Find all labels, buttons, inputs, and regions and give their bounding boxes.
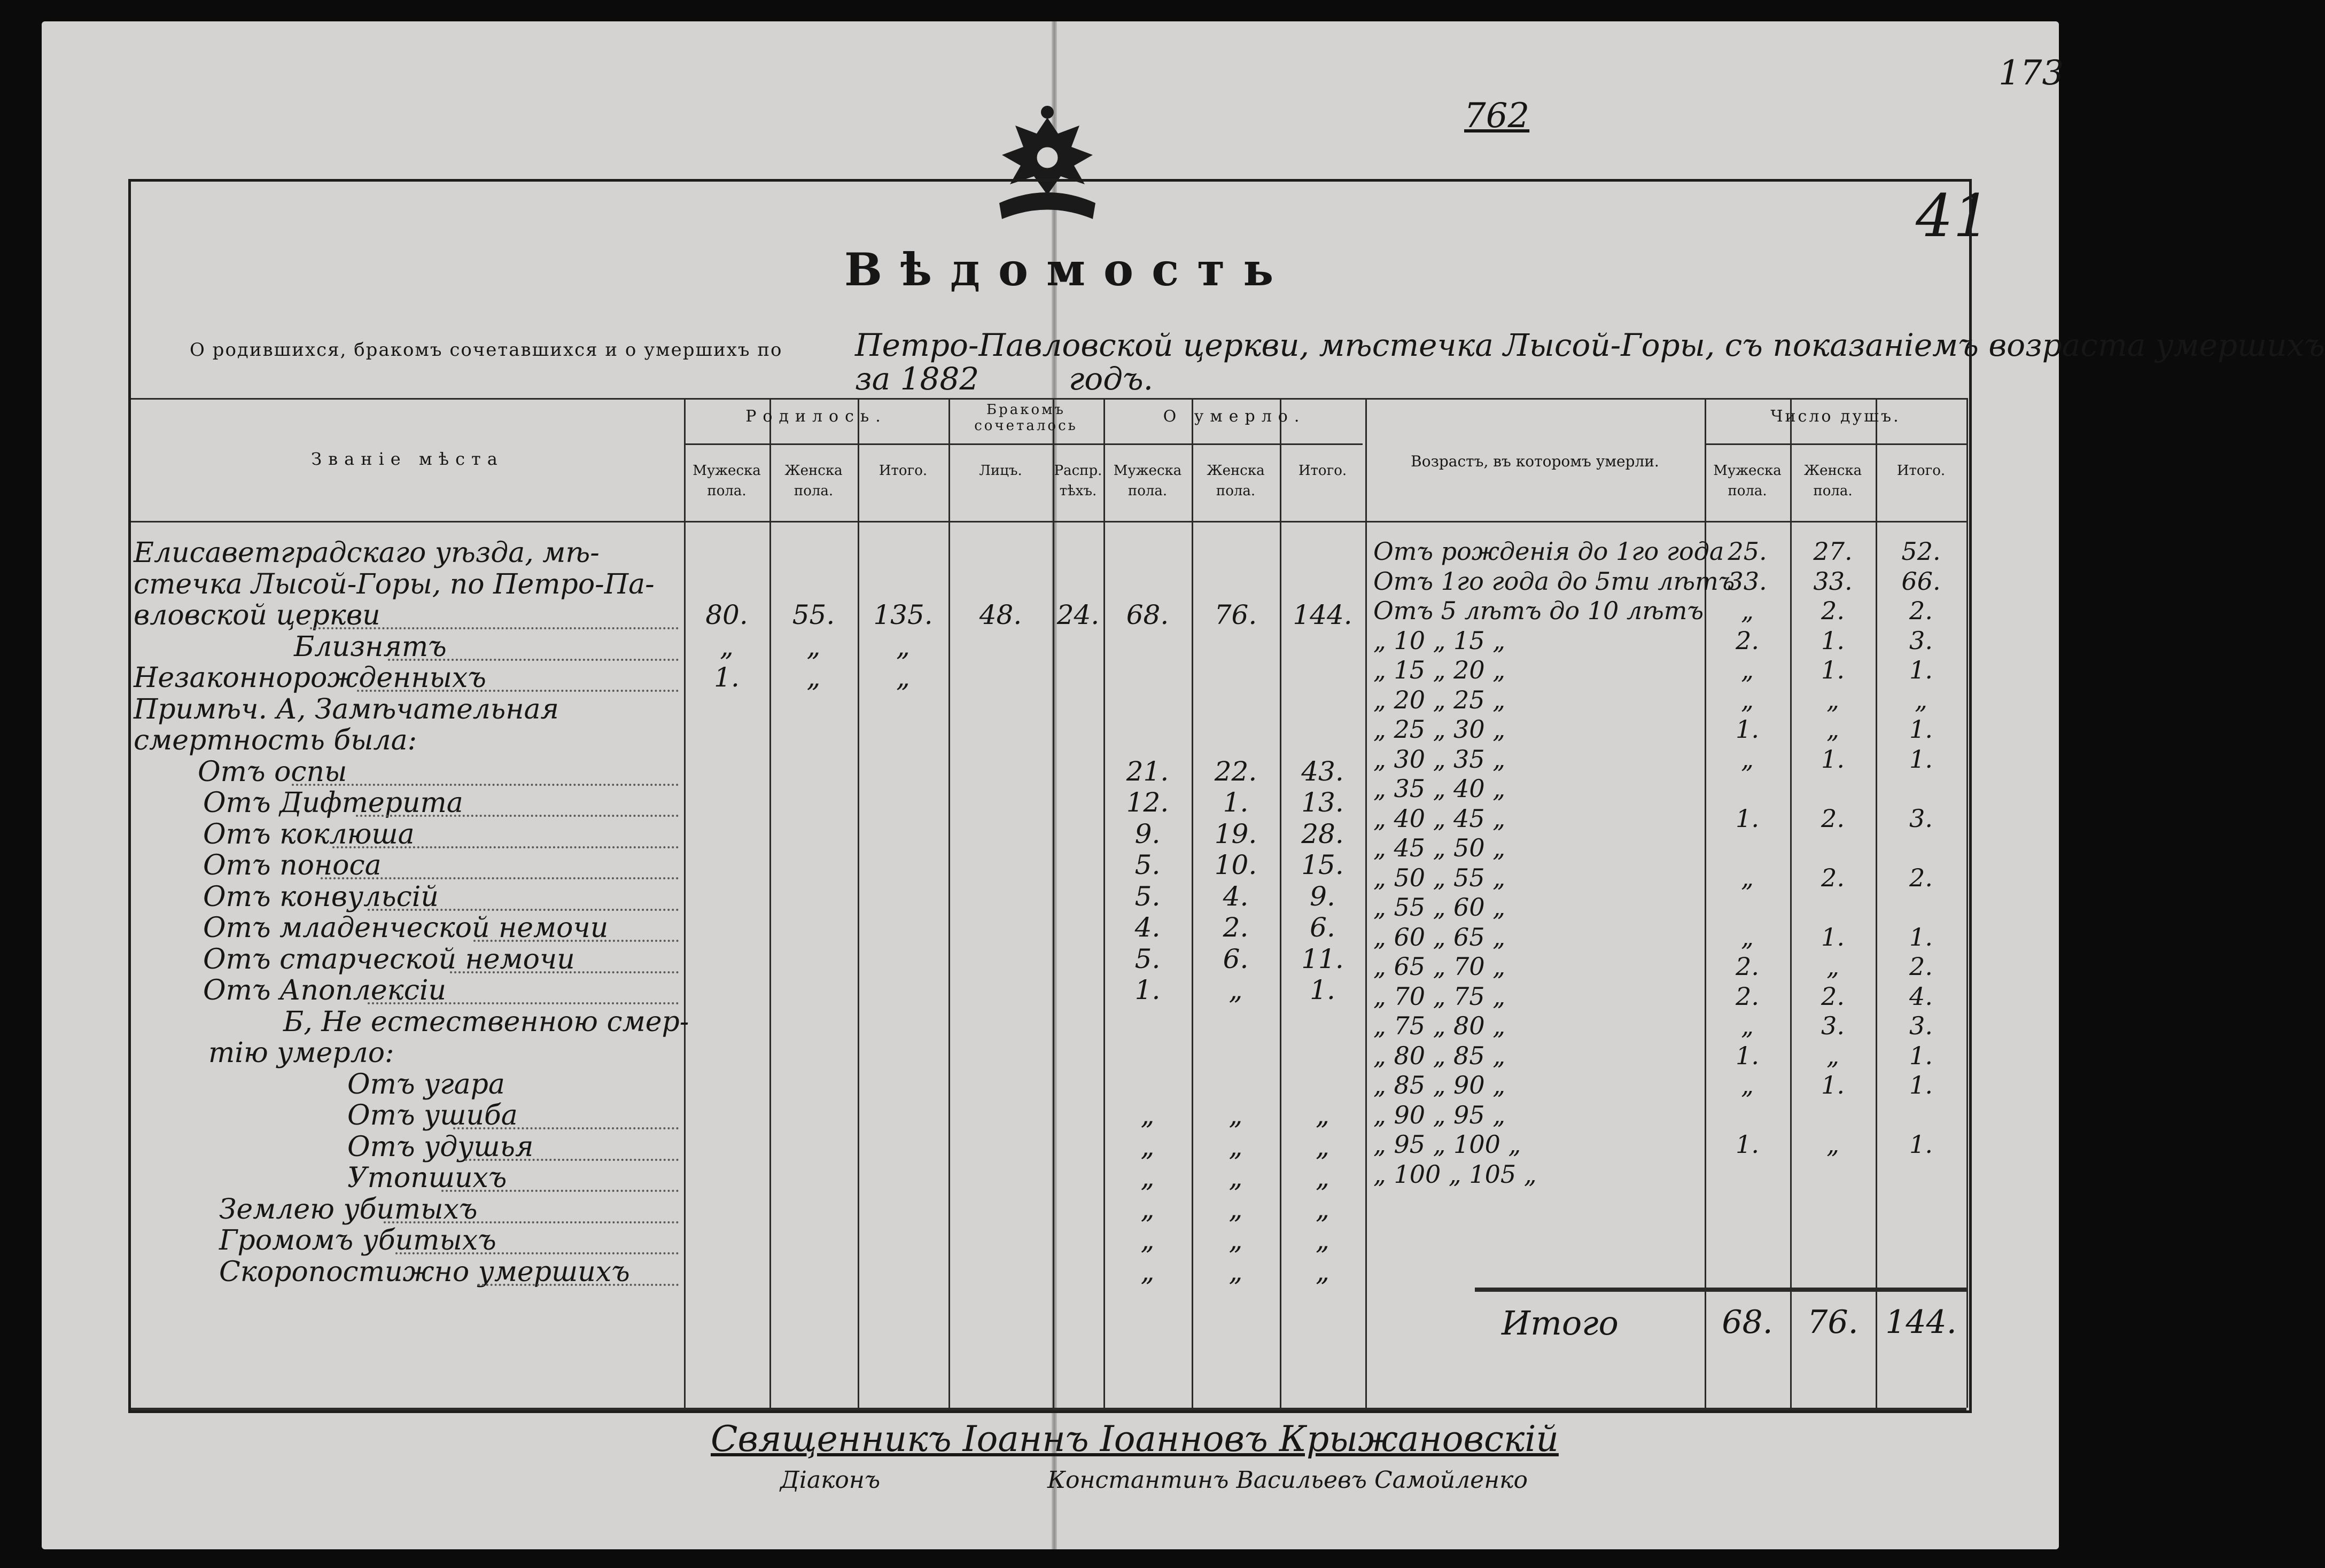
row-label: Незаконнорожденныхъ xyxy=(134,662,486,694)
row-label: стечка Лысой-Горы, по Петро-Па- xyxy=(134,568,655,600)
cell-died-2: „ xyxy=(1316,1130,1329,1162)
souls-male: „ xyxy=(1741,744,1754,774)
subheader-born-total: Итого. xyxy=(878,463,928,479)
row-label: Скоропостижно умершихъ xyxy=(219,1255,630,1288)
row-label: Утопшихъ xyxy=(347,1162,507,1194)
cell-born-2: „ xyxy=(896,662,910,693)
col-header-place: Званіе мѣста xyxy=(311,449,504,469)
cell-died-0: „ xyxy=(1140,1162,1155,1193)
subtitle-church: Петро-Павловской церкви, мѣстечка Лысой-Горы, съ показаніемъ возраста умершихъ xyxy=(855,327,2325,363)
subheader-souls-total: Итого. xyxy=(1896,463,1946,479)
row-label: Отъ ушиба xyxy=(347,1099,518,1132)
group-rule xyxy=(684,443,1363,445)
cell-died-1: 4. xyxy=(1223,880,1249,912)
col-group-died: О умерло. xyxy=(1163,407,1306,426)
souls-group-rule xyxy=(1705,443,1966,445)
souls-female: „ xyxy=(1826,685,1839,714)
souls-female: 2. xyxy=(1821,981,1845,1011)
souls-total: 3. xyxy=(1909,626,1933,655)
leader-dots xyxy=(292,784,679,786)
leader-dots xyxy=(478,1284,679,1286)
cell-died-2: „ xyxy=(1316,1255,1329,1287)
subheader-born-female: Женска пола. xyxy=(784,463,843,499)
souls-female: 33. xyxy=(1813,566,1853,596)
souls-female: 1. xyxy=(1821,744,1845,774)
row-label: Отъ угара xyxy=(347,1068,505,1101)
leader-dots xyxy=(368,909,679,911)
souls-female: 1. xyxy=(1821,626,1845,655)
row-label: Землею убитыхъ xyxy=(219,1193,478,1226)
column-rule xyxy=(1053,398,1054,1408)
cell-died-0: „ xyxy=(1140,1255,1155,1287)
age-range-label: Отъ рожденія до 1го года xyxy=(1373,537,1724,566)
cell-died-1: „ xyxy=(1228,1193,1243,1224)
total-female: 76. xyxy=(1807,1304,1859,1341)
souls-male: 33. xyxy=(1728,566,1767,596)
souls-total: 1. xyxy=(1909,744,1933,774)
souls-female: 1. xyxy=(1821,922,1845,951)
cell-died-1: 10. xyxy=(1214,849,1257,880)
cell-born-1: „ xyxy=(806,662,821,693)
cell-died-2: 6. xyxy=(1310,912,1335,943)
age-range-label: „ 100 „ 105 „ xyxy=(1373,1159,1537,1189)
cell-died-0: „ xyxy=(1140,1193,1155,1224)
cell-died-1: „ xyxy=(1228,1255,1243,1287)
row-label: Громомъ убитыхъ xyxy=(219,1224,496,1257)
age-range-label: Отъ 1го года до 5ти лѣтъ xyxy=(1373,566,1735,596)
age-range-label: „ 15 „ 20 „ xyxy=(1373,656,1506,684)
souls-female: 2. xyxy=(1821,803,1845,833)
cell-died-0: 5. xyxy=(1134,943,1161,974)
age-range-label: „ 45 „ 50 „ xyxy=(1373,833,1506,862)
leader-dots xyxy=(384,1221,679,1223)
souls-male: 2. xyxy=(1736,952,1759,981)
age-range-label: „ 70 „ 75 „ xyxy=(1373,981,1506,1011)
cell-died-1: 6. xyxy=(1223,943,1249,974)
row-label: Б, Не естественною смер- xyxy=(283,1005,689,1038)
souls-male: „ xyxy=(1741,656,1754,684)
souls-male: 25. xyxy=(1728,537,1767,566)
cell-died-2: „ xyxy=(1316,1162,1329,1193)
souls-male: „ xyxy=(1741,1071,1754,1099)
leader-dots xyxy=(450,971,679,973)
cell-died-2: 144. xyxy=(1293,599,1352,630)
souls-female: „ xyxy=(1826,952,1839,981)
row-label: Отъ конвульсій xyxy=(203,880,439,913)
cell-died-1: 2. xyxy=(1223,912,1249,943)
cell-died-1: 1. xyxy=(1223,787,1249,818)
column-rule xyxy=(1365,398,1367,1408)
age-range-label: „ 10 „ 15 „ xyxy=(1373,626,1506,655)
cell-born-1: „ xyxy=(806,630,821,662)
subheader-died-male: Мужеска пола. xyxy=(1113,463,1182,499)
subheader-souls-male: Мужеска пола. xyxy=(1713,463,1782,499)
document-title: Вѣдомость xyxy=(844,243,1292,296)
subheader-married-dissolved: Распр. тѣхъ. xyxy=(1054,463,1102,499)
age-range-label: „ 75 „ 80 „ xyxy=(1373,1011,1506,1040)
cell-died-0: 5. xyxy=(1134,880,1161,912)
age-range-label: „ 25 „ 30 „ xyxy=(1373,715,1506,744)
souls-total: 1. xyxy=(1909,922,1933,951)
cell-born-2: 135. xyxy=(873,599,933,630)
cell-died-2: 28. xyxy=(1301,818,1344,849)
cell-died-0: „ xyxy=(1140,1224,1155,1255)
souls-total: 3. xyxy=(1909,1011,1933,1040)
souls-male: „ xyxy=(1741,596,1754,625)
leader-dots xyxy=(465,1159,679,1161)
row-label: вловской церкви xyxy=(134,599,380,631)
souls-male: 1. xyxy=(1736,1041,1759,1070)
leader-dots xyxy=(356,815,679,817)
cell-died-1: „ xyxy=(1228,974,1243,1005)
souls-total: 2. xyxy=(1909,952,1933,981)
row-label: смертность была: xyxy=(134,724,417,756)
cell-died-2: 1. xyxy=(1310,974,1335,1005)
souls-male: 1. xyxy=(1736,715,1759,744)
souls-female: 2. xyxy=(1821,596,1845,625)
age-range-label: „ 20 „ 25 „ xyxy=(1373,685,1506,714)
leader-dots xyxy=(368,1002,679,1004)
souls-female: 1. xyxy=(1821,1071,1845,1099)
cell-died-0: „ xyxy=(1140,1130,1155,1162)
souls-total: 2. xyxy=(1909,596,1933,625)
age-range-label: „ 30 „ 35 „ xyxy=(1373,744,1506,774)
header-top-rule xyxy=(131,398,1966,400)
row-label: Отъ поноса xyxy=(203,849,382,881)
souls-male: 1. xyxy=(1736,1130,1759,1159)
souls-female: 3. xyxy=(1821,1011,1845,1040)
subtitle-prefix: О родившихся, бракомъ сочетавшихся и о умершихъ по xyxy=(190,339,783,361)
souls-male: 2. xyxy=(1736,981,1759,1011)
column-rule xyxy=(858,398,859,1408)
souls-male: „ xyxy=(1741,1011,1754,1040)
souls-male: „ xyxy=(1741,863,1754,892)
age-range-label: „ 40 „ 45 „ xyxy=(1373,803,1506,833)
age-range-label: „ 55 „ 60 „ xyxy=(1373,893,1506,922)
cell-died-0: 12. xyxy=(1126,787,1169,818)
cell-died-0: 21. xyxy=(1126,755,1169,787)
souls-female: „ xyxy=(1826,1041,1839,1070)
cell-born-0: „ xyxy=(720,630,734,662)
souls-female: 2. xyxy=(1821,863,1845,892)
leader-dots xyxy=(473,940,679,942)
row-label: тію умерло: xyxy=(208,1037,394,1069)
cell-born-0: 1. xyxy=(714,662,740,693)
row-label: Близнятъ xyxy=(294,630,447,663)
col-group-souls: Число душъ. xyxy=(1770,407,1901,426)
cell-died-1: „ xyxy=(1228,1224,1243,1255)
cell-born-2: „ xyxy=(896,630,910,662)
cell-died-0: 4. xyxy=(1134,912,1161,943)
souls-total: 1. xyxy=(1909,715,1933,744)
leader-dots xyxy=(332,846,679,848)
leader-dots xyxy=(321,877,679,879)
cell-died-1: „ xyxy=(1228,1099,1243,1130)
souls-male: 2. xyxy=(1736,626,1759,655)
souls-total: 66. xyxy=(1901,566,1941,596)
souls-total: 1. xyxy=(1909,656,1933,684)
cell-died-1: „ xyxy=(1228,1162,1243,1193)
footer-rule xyxy=(131,1408,1966,1410)
sheet-number: 173 xyxy=(1999,53,2064,93)
souls-female: „ xyxy=(1826,1130,1839,1159)
souls-female: „ xyxy=(1826,715,1839,744)
cell-born-0: 80. xyxy=(705,599,748,630)
total-label: Итого xyxy=(1502,1304,1619,1343)
cell-died-2: „ xyxy=(1316,1224,1329,1255)
souls-total: 1. xyxy=(1909,1071,1933,1099)
souls-total: 3. xyxy=(1909,803,1933,833)
age-range-label: „ 35 „ 40 „ xyxy=(1373,774,1506,803)
souls-male: „ xyxy=(1741,685,1754,714)
souls-total: „ xyxy=(1915,685,1927,714)
souls-total: 52. xyxy=(1901,537,1941,566)
row-label: Отъ старческой немочи xyxy=(203,943,575,976)
cell-died-2: 43. xyxy=(1301,755,1344,787)
row-label: Отъ младенческой немочи xyxy=(203,912,609,944)
row-label: Примѣч. А, Замѣчательная xyxy=(134,693,559,726)
row-label: Отъ оспы xyxy=(198,755,347,788)
cell-married-1: 24. xyxy=(1056,599,1100,630)
cell-died-2: 15. xyxy=(1301,849,1344,880)
age-range-label: „ 85 „ 90 „ xyxy=(1373,1071,1506,1099)
souls-male: „ xyxy=(1741,922,1754,951)
souls-female: 1. xyxy=(1821,656,1845,684)
cell-died-1: 76. xyxy=(1214,599,1257,630)
subheader-souls-female: Женска пола. xyxy=(1803,463,1862,499)
header-bottom-rule xyxy=(131,521,1966,522)
leader-dots xyxy=(310,627,679,629)
subheader-born-male: Мужеска пола. xyxy=(693,463,761,499)
cell-died-2: 11. xyxy=(1301,943,1344,974)
cell-died-2: „ xyxy=(1316,1099,1329,1130)
record-number: 762 xyxy=(1464,96,1530,136)
souls-female: 27. xyxy=(1813,537,1853,566)
row-label: Отъ коклюша xyxy=(203,818,415,851)
cell-died-2: 13. xyxy=(1301,787,1344,818)
col-group-married: Бракомъ сочеталось xyxy=(974,402,1078,434)
cell-married-0: 48. xyxy=(979,599,1022,630)
cell-died-0: 5. xyxy=(1134,849,1161,880)
total-rule xyxy=(1475,1288,1966,1292)
row-label: Отъ Апоплексіи xyxy=(203,974,446,1007)
subheader-died-total: Итого. xyxy=(1298,463,1347,479)
column-rule xyxy=(1966,398,1968,1408)
cell-died-1: 19. xyxy=(1214,818,1257,849)
age-range-label: Отъ 5 лѣтъ до 10 лѣтъ xyxy=(1373,596,1704,625)
deacon-signature: Константинъ Васильевъ Самойленко xyxy=(1047,1466,1528,1494)
cell-died-1: „ xyxy=(1228,1130,1243,1162)
row-label: Отъ Дифтерита xyxy=(203,787,463,819)
cell-died-0: 9. xyxy=(1134,818,1161,849)
row-label: Отъ удушья xyxy=(347,1130,534,1163)
age-range-label: „ 65 „ 70 „ xyxy=(1373,952,1506,981)
total-male: 68. xyxy=(1722,1304,1773,1341)
cell-died-0: 68. xyxy=(1126,599,1169,630)
age-range-label: „ 95 „ 100 „ xyxy=(1373,1130,1521,1159)
subtitle-year: за 1882 xyxy=(855,361,979,397)
total-total: 144. xyxy=(1885,1304,1957,1341)
cell-died-0: 1. xyxy=(1134,974,1161,1005)
souls-male: 1. xyxy=(1736,803,1759,833)
age-range-label: „ 80 „ 85 „ xyxy=(1373,1041,1506,1070)
souls-total: 2. xyxy=(1909,863,1933,892)
cell-died-0: „ xyxy=(1140,1099,1155,1130)
col-group-born: Родилось. xyxy=(745,407,887,426)
deacon-title: Діаконъ xyxy=(780,1466,881,1494)
col-group-age: Возрастъ, въ которомъ умерли. xyxy=(1411,453,1659,470)
subheader-married-pairs: Лицъ. xyxy=(979,463,1022,479)
leader-dots xyxy=(357,690,679,692)
subheader-died-female: Женска пола. xyxy=(1207,463,1265,499)
row-label: Елисаветградскаго уѣзда, мѣ- xyxy=(134,537,600,569)
souls-total: 1. xyxy=(1909,1041,1933,1070)
folio-number: 41 xyxy=(1916,182,1990,250)
priest-signature: Священникъ Іоаннъ Іоанновъ Крыжановскій xyxy=(711,1418,1559,1460)
cell-born-1: 55. xyxy=(792,599,835,630)
age-range-label: „ 90 „ 95 „ xyxy=(1373,1100,1506,1129)
age-range-label: „ 60 „ 65 „ xyxy=(1373,922,1506,951)
leader-dots xyxy=(453,1127,679,1129)
cell-died-1: 22. xyxy=(1214,755,1257,787)
souls-total: 1. xyxy=(1909,1130,1933,1159)
column-rule xyxy=(769,398,771,1408)
column-rule xyxy=(684,398,686,1408)
souls-total: 4. xyxy=(1909,981,1933,1011)
cell-died-2: „ xyxy=(1316,1193,1329,1224)
column-rule xyxy=(948,398,950,1408)
leader-dots xyxy=(395,1252,679,1254)
leader-dots xyxy=(441,1190,679,1192)
cell-died-2: 9. xyxy=(1310,880,1335,912)
age-range-label: „ 50 „ 55 „ xyxy=(1373,863,1506,892)
subtitle-year-suffix: годъ. xyxy=(1069,361,1154,397)
leader-dots xyxy=(388,659,679,661)
